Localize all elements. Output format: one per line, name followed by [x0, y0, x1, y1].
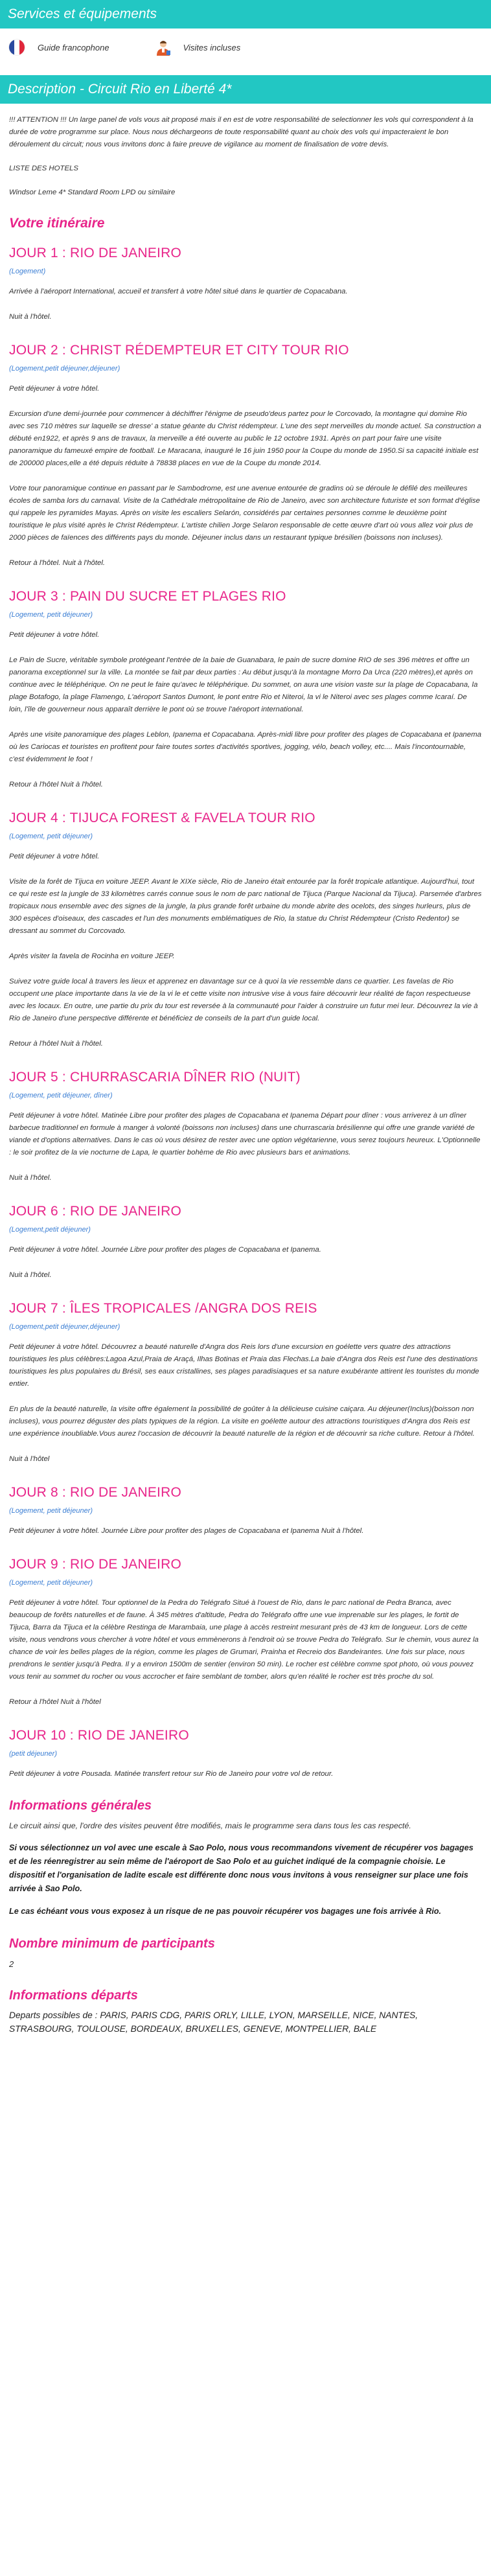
day-meals: (Logement,petit déjeuner,déjeuner)	[9, 365, 120, 373]
participants-value: 2	[9, 1959, 14, 1969]
general-info-warning: Si vous sélectionnez un vol avec une escale à Sao Polo, nous vous recommandons vivement de récupérer vos bagages et de les réenregistrer au sein même de l'aéroport de Sao Polo et au guichet indiqué de la compagnie choisie. Le dispositif et l'organisation de ladite escale est différente donc nous vous invitons à vous renseigner sur place une fois arrivée à Sao Polo.	[9, 1843, 474, 1893]
day-paragraph: Petit déjeuner à votre hôtel. Tour optionnel de la Pedra do Telégrafo Situé à l'ouest de Rio, dans le parc national de Pedra Branca, avec beaucoup de forêts naturelles et de faune. À 345 mètres d'altitude, Pedra do Telégrafo offre une vue imprenable sur les plages, le fortit de Tijuca, Barra da Tijuca et la célèbre Restinga de Marambaia, une plage à accès restreint mesurant près de 43 km de longueur. Lors de cette visite, nous vendrons vous chercher à votre hôtel et vous emmènerons à l'endroit où se trouve Pedra do Telégrafo. Sur le chemin, vous aurez la chance de voir les belles plages de la région, comme les plages de Grumari, Prainha et Recreio dos Bandeirantes. Une fois sur place, nous prendrons le sentier jusqu'à Pedra. Il y a environ 1500m de sentier (environ 50 min). Le rocher est célèbre comme spot photo, où vous pouvez vous tenir au sommet du rocher ou vous accrocher et faire semblant de tomber, alors qu'en réalité le rocher est très proche du sol.	[9, 1599, 479, 1681]
itinerary-day	[9, 1301, 482, 1466]
day-meals: (Logement, petit déjeuner)	[9, 611, 93, 619]
description-header: Description - Circuit Rio en Liberté 4*	[0, 75, 491, 104]
service-item-guide	[9, 40, 109, 55]
day-paragraph: Nuit à l'hôtel.	[9, 1271, 52, 1279]
day-paragraph: Arrivée à l'aéroport International, accueil et transfert à votre hôtel situé dans le quartier de Copacabana.	[9, 288, 348, 295]
day-paragraph: Après une visite panoramique des plages Leblon, Ipanema et Copacabana. Après-midi libre pour profiter des plages de Copacabana et Ipanema où les Cariocas et touristes en profitent pour faire toutes sortes d'activités sportives, jogging, vélo, beach volley, etc.... Mais l'incontournable, c'est évidemment le foot !	[9, 731, 482, 763]
departures-title: Informations départs	[9, 1988, 138, 2003]
itinerary-day	[9, 1557, 482, 1708]
itinerary-title: Votre itinéraire	[9, 216, 105, 231]
day-paragraph: Retour à l'hôtel Nuit à l'hôtel	[9, 1698, 101, 1706]
day-title: JOUR 2 : CHRIST RÉDEMPTEUR ET CITY TOUR RIO	[9, 343, 349, 358]
itinerary-day	[9, 1485, 482, 1537]
day-title: JOUR 5 : CHURRASCARIA DÎNER RIO (NUIT)	[9, 1070, 301, 1085]
service-label: Guide francophone	[38, 42, 109, 52]
day-paragraph: Nuit à l'hôtel.	[9, 1174, 52, 1182]
day-title: JOUR 3 : PAIN DU SUCRE ET PLAGES RIO	[9, 589, 286, 604]
itinerary-day	[9, 1204, 482, 1282]
day-paragraph: Petit déjeuner à votre hôtel.	[9, 631, 100, 639]
day-paragraph: Retour à l'hôtel Nuit à l'hôtel.	[9, 781, 103, 788]
participants-title: Nombre minimum de participants	[9, 1937, 215, 1951]
itinerary-days	[9, 246, 482, 1780]
day-meals: (Logement)	[9, 268, 46, 275]
french-flag-icon	[9, 40, 25, 55]
day-paragraph: Petit déjeuner à votre hôtel. Matinée Libre pour profiter des plages de Copacabana et Ipanema Départ pour dîner : vous arriverez à un dîner barbecue traditionnel en formule à manger à volonté (boissons non incluses) dans une churrascaria brésilienne qui offre une grande variété de viande et d'options alternatives. Dans le cas où vous désirez de rester avec une option végétarienne, vous serez toujours heureux. L'Optionnelle : le soir profitez de la vie nocturne de Lapa, le quartier bohème de Rio avec plusieurs bars et animations.	[9, 1112, 481, 1156]
day-paragraph: Petit déjeuner à votre Pousada. Matinée transfert retour sur Rio de Janeiro pour votre vol de retour.	[9, 1770, 334, 1778]
day-paragraph: Petit déjeuner à votre hôtel. Journée Libre pour profiter des plages de Copacabana et Ipanema.	[9, 1246, 321, 1254]
day-paragraph: Excursion d'une demi-journée pour commencer à déchiffrer l'énigme de pseudo'deus partez pour le Corcovado, la montagne qui domine Rio avec ses 710 mètres sur laquelle se dresse' a statue géante du Christ rédempteur. L'une des sept merveilles du monde actuel. Sa construction a débuté en1922, et après 9 ans de travaux, la merveille a été ouverte au public le 12 octobre 1931. Après on part pour faire une visite panoramique du fameuxé empire de football. Le Maracana, inauguré le 16 juin 1950 pour la Coupe du monde de 1950.Si sa capacité initiale est de 200000 places,elle a été depuis réduite à 78838 places en vue de la Coupe du monde 2014.	[9, 410, 481, 467]
day-meals: (Logement, petit déjeuner)	[9, 833, 93, 840]
day-meals: (Logement, petit déjeuner)	[9, 1507, 93, 1515]
day-paragraph: Petit déjeuner à votre hôtel.	[9, 385, 100, 393]
general-info-title: Informations générales	[9, 1799, 152, 1813]
day-paragraph: Petit déjeuner à votre hôtel.	[9, 853, 100, 860]
hotels-list: Windsor Leme 4* Standard Room LPD ou similaire	[9, 189, 176, 196]
service-label: Visites incluses	[183, 42, 241, 52]
itinerary-day	[9, 1070, 482, 1184]
services-header: Services et équipements	[0, 0, 491, 29]
day-title: JOUR 10 : RIO DE JANEIRO	[9, 1728, 189, 1743]
departures-text: Departs possibles de : PARIS, PARIS CDG, PARIS ORLY, LILLE, LYON, MARSEILLE, NICE, NANTES, STRASBOURG, TOULOUSE, BORDEAUX, BRUXELLES, GENEVE, MONTPELLIER, BALE	[9, 2010, 418, 2034]
day-paragraph: Retour à l'hôtel Nuit à l'hôtel.	[9, 1040, 103, 1048]
day-paragraph: Le Pain de Sucre, véritable symbole protégeant l'entrée de la baie de Guanabara, le pain de sucre domine RIO de ses 396 mètres et offre un panorama exceptionnel sur la ville. La montée se fait par deux parties : Au début jusqu'à la montagne Morro Da Urca (220 mètres),et après on continue avec le téléphérique. On ne peut le faire qu'avec le téléphérique. Du sommet, on aura une vision vaste sur la plage de Copacabana, la plage Botafogo, la plage Flamengo, L'aéroport Santos Dumont, le pont entre Rio et Niteroi, la vi le Niteroi avec ses plages comme Icaraí. De loin, l'île de gouverneur nous apparaît derrière le pont où se trouve l'aéroport international.	[9, 656, 478, 713]
day-paragraph: Petit déjeuner à votre hôtel. Journée Libre pour profiter des plages de Copacabana et Ipanema Nuit à l'hôtel.	[9, 1527, 364, 1535]
itinerary-day	[9, 343, 482, 569]
day-title: JOUR 6 : RIO DE JANEIRO	[9, 1204, 181, 1219]
day-meals: (Logement, petit déjeuner, dîner)	[9, 1092, 113, 1099]
services-list	[0, 29, 491, 66]
service-item-visits	[155, 39, 241, 56]
day-paragraph: Nuit à l'hôtel.	[9, 313, 52, 321]
day-paragraph: En plus de la beauté naturelle, la visite offre également la possibilité de goûter à la délicieuse cuisine caiçara. Au déjeuner(Inclus)(boisson non incluses), vous pourrez déguster des plats typiques de la région. La visite en goélette autour des attractions touristiques d'Angra dos Reis est une expérience inoubliable.Vous aurez l'occasion de découvrir la beauté naturelle de la région et de découvrir sa riche culture. Retour à l'hôtel.	[9, 1405, 475, 1438]
day-meals: (petit déjeuner)	[9, 1750, 57, 1758]
day-paragraph: Suivez votre guide local à travers les lieux et apprenez en davantage sur ce à quoi la vie ressemble dans ce quartier. Les favelas de Rio occupent une place importante dans la vie de la vi le et cette visite non intrusive vise à vous faire découvrir leur réalité de façon respectueuse avec les locaux. En outre, une partie du prix du tour est reversée à la communauté pour l'aider à construire un futur mei leur. Découvrez la vie à Rio de Janeiro d'une perspective différente et bénéficiez de conseils de la part d'un guide local.	[9, 978, 478, 1022]
hotels-title: LISTE DES HOTELS	[9, 165, 78, 172]
day-paragraph: Petit déjeuner à votre hôtel. Découvrez a beauté naturelle d'Angra dos Reis lors d'une excursion en goélette vers quatre des attractions touristiques les plus célèbres:Lagoa Azul,Praia de Araçá, Ilhas Botinas et Praia das Flechas.La baie d'Angra dos Reis est l'une des destinations touristiques les plus populaires du Brésil, ses eaux cristallines, ses plages paradisiaques et sa nature exubérante attirent les touristes du monde entier.	[9, 1343, 479, 1388]
day-paragraph: Visite de la forêt de Tijuca en voiture JEEP. Avant le XIXe siècle, Rio de Janeiro était entourée par la forêt tropicale atlantique. Aujourd'hui, tout ce qui reste est la jungle de 33 kilomètres carrés connue sous le nom de parc national de Tijuca (Parque Nacional da Tijuca). Parsemée d'arbres tropicaux nous ensemble avec des signes de la jungle, la plus grande forêt urbaine du monde abrite des ocelots, des singes hurleurs, plus de 300 espèces d'oiseaux, des cascades et l'un des monuments emblématiques de Rio, la statue du Christ Rédempteur (Cristo Redentor) se dressant au sommet du Corcovado.	[9, 878, 482, 935]
day-meals: (Logement, petit déjeuner)	[9, 1579, 93, 1587]
day-paragraph: Nuit à l'hôtel	[9, 1455, 50, 1463]
itinerary-day	[9, 1728, 482, 1780]
day-meals: (Logement,petit déjeuner)	[9, 1226, 91, 1234]
itinerary-day	[9, 811, 482, 1050]
general-info-warning: Le cas échéant vous vous exposez à un risque de ne pas pouvoir récupérer vos bagages une fois arrivée à Rio.	[9, 1907, 442, 1916]
day-title: JOUR 4 : TIJUCA FOREST & FAVELA TOUR RIO	[9, 811, 315, 825]
day-title: JOUR 9 : RIO DE JANEIRO	[9, 1557, 181, 1572]
day-title: JOUR 7 : ÎLES TROPICALES /ANGRA DOS REIS	[9, 1301, 317, 1316]
day-title: JOUR 8 : RIO DE JANEIRO	[9, 1485, 181, 1500]
day-paragraph: Votre tour panoramique continue en passant par le Sambodrome, est une avenue entourée de gradins où se déroule le défilé des meilleures écoles de samba lors du carnaval. Visite de la Cathédrale métropolitaine de Rio de Janeiro, avec son architecture futuriste et son format d'église qui rappele les pyramides Mayas. Après on visite les escaliers Selarón, considérés par certaines personnes comme le deuxième point touristique le plus visité après le Christ Rédempteur. L'artiste chilien Jorge Selaron responsable de cette œuvre d'art où vous allez voir plus de 2000 pièces de faïences des différents pays du monde. Déjeuner inclus dans un restaurant typique brésilien (boissons non incluses).	[9, 485, 480, 542]
description-content	[0, 114, 491, 2036]
day-paragraph: Après visiter la favela de Rocinha en voiture JEEP.	[9, 952, 175, 960]
general-info-intro: Le circuit ainsi que, l'ordre des visites peuvent être modifiés, mais le programme sera dans tous les cas respecté.	[9, 1821, 411, 1830]
day-meals: (Logement,petit déjeuner,déjeuner)	[9, 1323, 120, 1331]
day-title: JOUR 1 : RIO DE JANEIRO	[9, 246, 181, 260]
tour-guide-icon	[155, 39, 172, 56]
attention-paragraph: !!! ATTENTION !!! Un large panel de vols vous ait proposé mais il en est de votre responsabilité de selectionner les vols qui correspondent à la durée de votre programme sur place. Nous nous déchargeons de toute responsabilité quant au choix des vols qui impacteraient le bon déroulement du circuit; nous vous invitons donc à faire preuve de vigilance au moment de finalisation de votre devis.	[9, 116, 474, 148]
day-paragraph: Retour à l'hôtel. Nuit à l'hôtel.	[9, 559, 106, 567]
itinerary-day	[9, 246, 482, 323]
itinerary-day	[9, 589, 482, 791]
